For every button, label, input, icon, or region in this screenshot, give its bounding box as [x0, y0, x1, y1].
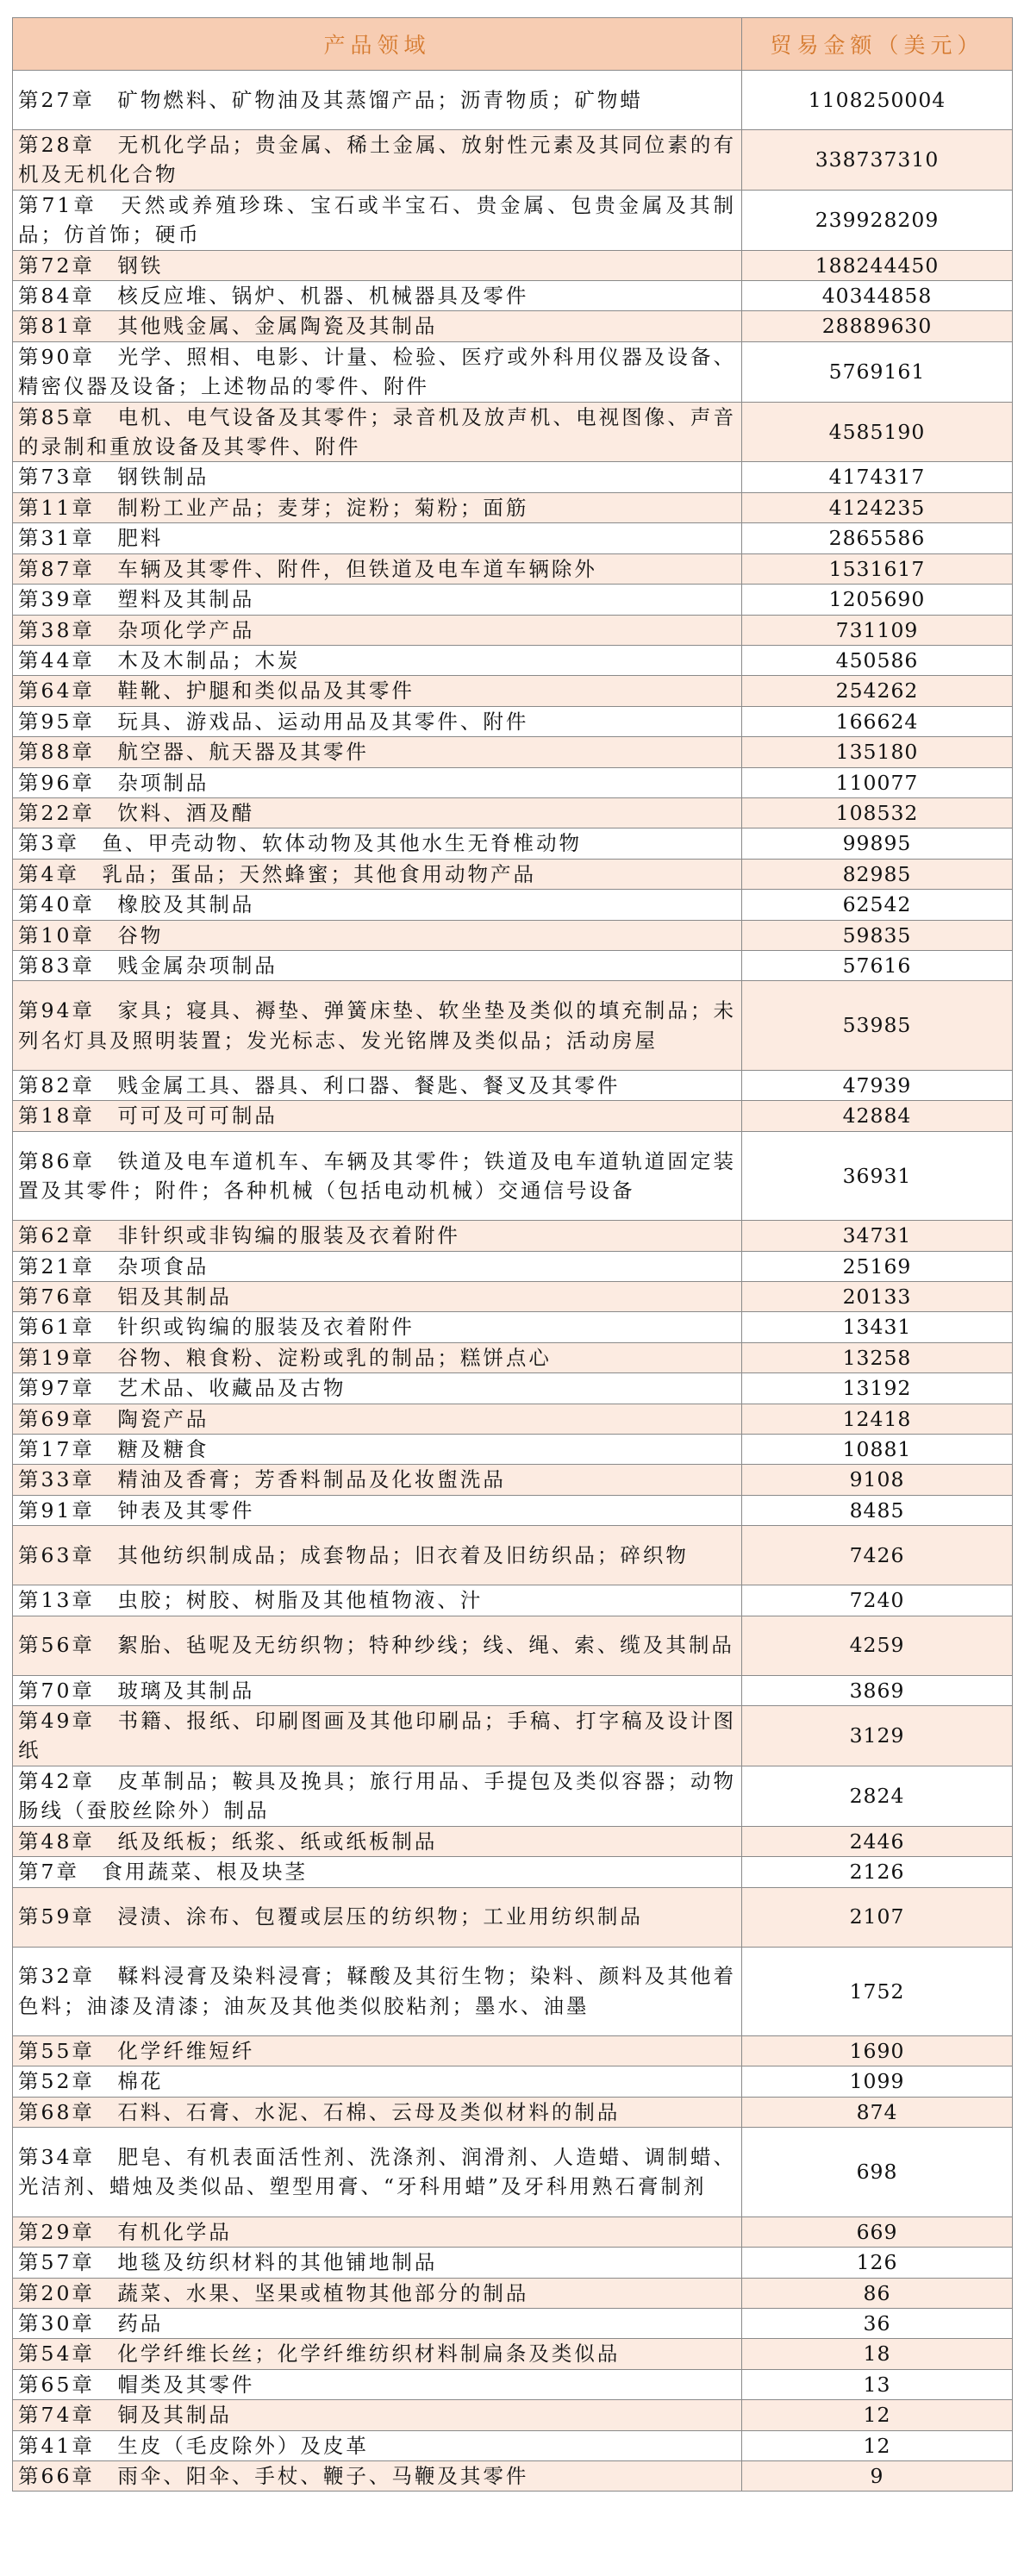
trade-amount-cell: 874 — [742, 2097, 1013, 2127]
product-field-cell: 第68章 石料、石膏、水泥、石棉、云母及类似材料的制品 — [13, 2097, 742, 2127]
product-field-cell: 第34章 肥皂、有机表面活性剂、洗涤剂、润滑剂、人造蜡、调制蜡、光洁剂、蜡烛及类似品、塑型用膏、“牙科用蜡”及牙科用熟石膏制剂 — [13, 2128, 742, 2217]
product-field-cell: 第97章 艺术品、收藏品及古物 — [13, 1373, 742, 1404]
product-field-cell: 第28章 无机化学品；贵金属、稀土金属、放射性元素及其同位素的有机及无机化合物 — [13, 130, 742, 191]
table-row — [13, 1435, 1013, 1465]
trade-amount-cell: 5769161 — [742, 341, 1013, 402]
table-row — [13, 1826, 1013, 1856]
trade-amount-cell: 110077 — [742, 767, 1013, 797]
trade-amount-cell: 2126 — [742, 1857, 1013, 1887]
table-row — [13, 190, 1013, 250]
trade-amount-cell: 25169 — [742, 1251, 1013, 1281]
trade-amount-cell: 239928209 — [742, 190, 1013, 250]
table-row — [13, 2066, 1013, 2097]
table-row — [13, 130, 1013, 191]
table-row — [13, 2097, 1013, 2127]
product-field-cell: 第91章 钟表及其零件 — [13, 1495, 742, 1525]
trade-amount-cell: 47939 — [742, 1070, 1013, 1100]
trade-amount-cell: 1099 — [742, 2066, 1013, 2097]
product-field-cell: 第19章 谷物、粮食粉、淀粉或乳的制品；糕饼点心 — [13, 1342, 742, 1372]
trade-amount-cell: 59835 — [742, 920, 1013, 950]
trade-amount-cell: 135180 — [742, 737, 1013, 767]
product-field-cell: 第31章 肥料 — [13, 523, 742, 553]
trade-amount-cell: 36931 — [742, 1131, 1013, 1221]
product-field-cell: 第7章 食用蔬菜、根及块茎 — [13, 1857, 742, 1887]
product-field-cell: 第74章 铜及其制品 — [13, 2400, 742, 2430]
product-field-cell: 第62章 非针织或非钩编的服装及衣着附件 — [13, 1221, 742, 1251]
table-row — [13, 1101, 1013, 1131]
product-field-cell: 第54章 化学纤维长丝；化学纤维纺织材料制扁条及类似品 — [13, 2339, 742, 2369]
product-field-cell: 第11章 制粉工业产品；麦芽；淀粉；菊粉；面筋 — [13, 492, 742, 522]
trade-amount-cell: 1690 — [742, 2036, 1013, 2066]
product-field-cell: 第81章 其他贱金属、金属陶瓷及其制品 — [13, 311, 742, 341]
table-row — [13, 615, 1013, 645]
table-row — [13, 2036, 1013, 2066]
table-row — [13, 2460, 1013, 2491]
product-field-cell: 第27章 矿物燃料、矿物油及其蒸馏产品；沥青物质；矿物蜡 — [13, 71, 742, 130]
trade-amount-cell: 7240 — [742, 1585, 1013, 1616]
product-field-cell: 第83章 贱金属杂项制品 — [13, 950, 742, 980]
trade-amount-cell: 99895 — [742, 828, 1013, 859]
trade-amount-cell: 2107 — [742, 1887, 1013, 1947]
table-row — [13, 706, 1013, 736]
product-field-cell: 第41章 生皮（毛皮除外）及皮革 — [13, 2430, 742, 2460]
trade-amount-cell: 82985 — [742, 859, 1013, 889]
trade-amount-cell: 62542 — [742, 890, 1013, 920]
trade-amount-cell: 1205690 — [742, 585, 1013, 615]
table-row — [13, 2128, 1013, 2217]
trade-amount-cell: 12 — [742, 2430, 1013, 2460]
product-field-cell: 第95章 玩具、游戏品、运动用品及其零件、附件 — [13, 706, 742, 736]
table-row — [13, 2400, 1013, 2430]
table-row — [13, 2248, 1013, 2278]
table-row — [13, 71, 1013, 130]
trade-amount-cell: 28889630 — [742, 311, 1013, 341]
product-field-cell: 第87章 车辆及其零件、附件，但铁道及电车道车辆除外 — [13, 553, 742, 584]
product-field-cell: 第32章 鞣料浸膏及染料浸膏；鞣酸及其衍生物；染料、颜料及其他着色料；油漆及清漆；油灰及其他类似胶粘剂；墨水、油墨 — [13, 1947, 742, 2036]
trade-amount-cell: 13431 — [742, 1312, 1013, 1342]
table-row — [13, 1251, 1013, 1281]
table-row — [13, 2216, 1013, 2247]
table-row — [13, 1131, 1013, 1221]
trade-amount-cell: 18 — [742, 2339, 1013, 2369]
table-row — [13, 1282, 1013, 1312]
table-row — [13, 1887, 1013, 1947]
product-field-cell: 第57章 地毯及纺织材料的其他铺地制品 — [13, 2248, 742, 2278]
product-field-cell: 第4章 乳品；蛋品；天然蜂蜜；其他食用动物产品 — [13, 859, 742, 889]
trade-amount-cell: 34731 — [742, 1221, 1013, 1251]
trade-amount-cell: 2865586 — [742, 523, 1013, 553]
trade-amount-cell: 10881 — [742, 1435, 1013, 1465]
table-row — [13, 645, 1013, 675]
product-field-cell: 第90章 光学、照相、电影、计量、检验、医疗或外科用仪器及设备、精密仪器及设备；上述物品的零件、附件 — [13, 341, 742, 402]
table-row — [13, 402, 1013, 462]
table-row — [13, 950, 1013, 980]
table-row — [13, 1616, 1013, 1675]
table-row — [13, 311, 1013, 341]
product-field-cell: 第33章 精油及香膏；芳香料制品及化妆盥洗品 — [13, 1465, 742, 1495]
product-field-cell: 第21章 杂项食品 — [13, 1251, 742, 1281]
trade-table — [12, 17, 1013, 2492]
table-row — [13, 2430, 1013, 2460]
header-product-field: 产品领域 — [13, 18, 742, 71]
trade-amount-cell: 13 — [742, 2369, 1013, 2399]
product-field-cell: 第69章 陶瓷产品 — [13, 1404, 742, 1434]
table-row — [13, 2369, 1013, 2399]
trade-amount-cell: 86 — [742, 2278, 1013, 2308]
product-field-cell: 第30章 药品 — [13, 2308, 742, 2338]
trade-amount-cell: 2824 — [742, 1766, 1013, 1826]
table-row — [13, 281, 1013, 311]
product-field-cell: 第72章 钢铁 — [13, 250, 742, 280]
trade-amount-cell: 12418 — [742, 1404, 1013, 1434]
product-field-cell: 第76章 铝及其制品 — [13, 1282, 742, 1312]
table-row — [13, 676, 1013, 706]
product-field-cell: 第94章 家具；寝具、褥垫、弹簧床垫、软坐垫及类似的填充制品；未列名灯具及照明装置；发光标志、发光铭牌及类似品；活动房屋 — [13, 981, 742, 1071]
trade-amount-cell: 40344858 — [742, 281, 1013, 311]
table-row — [13, 585, 1013, 615]
trade-amount-cell: 36 — [742, 2308, 1013, 2338]
table-row — [13, 1465, 1013, 1495]
product-field-cell: 第85章 电机、电气设备及其零件；录音机及放声机、电视图像、声音的录制和重放设备及其零件、附件 — [13, 402, 742, 462]
product-field-cell: 第55章 化学纤维短纤 — [13, 2036, 742, 2066]
product-field-cell: 第70章 玻璃及其制品 — [13, 1675, 742, 1705]
table-row — [13, 1404, 1013, 1434]
trade-amount-cell: 53985 — [742, 981, 1013, 1071]
table-row — [13, 462, 1013, 492]
table-row — [13, 981, 1013, 1071]
product-field-cell: 第96章 杂项制品 — [13, 767, 742, 797]
product-field-cell: 第29章 有机化学品 — [13, 2216, 742, 2247]
trade-amount-cell: 4585190 — [742, 402, 1013, 462]
trade-amount-cell: 4124235 — [742, 492, 1013, 522]
product-field-cell: 第59章 浸渍、涂布、包覆或层压的纺织物；工业用纺织制品 — [13, 1887, 742, 1947]
trade-table-container — [12, 17, 1012, 2492]
product-field-cell: 第39章 塑料及其制品 — [13, 585, 742, 615]
table-row — [13, 890, 1013, 920]
table-header-row — [13, 18, 1013, 71]
trade-amount-cell: 1752 — [742, 1947, 1013, 2036]
trade-amount-cell: 7426 — [742, 1526, 1013, 1585]
table-row — [13, 523, 1013, 553]
product-field-cell: 第56章 絮胎、毡呢及无纺织物；特种纱线；线、绳、索、缆及其制品 — [13, 1616, 742, 1675]
product-field-cell: 第71章 天然或养殖珍珠、宝石或半宝石、贵金属、包贵金属及其制品；仿首饰；硬币 — [13, 190, 742, 250]
product-field-cell: 第22章 饮料、酒及醋 — [13, 797, 742, 828]
table-row — [13, 1585, 1013, 1616]
table-row — [13, 1675, 1013, 1705]
product-field-cell: 第20章 蔬菜、水果、坚果或植物其他部分的制品 — [13, 2278, 742, 2308]
product-field-cell: 第66章 雨伞、阳伞、手杖、鞭子、马鞭及其零件 — [13, 2460, 742, 2491]
product-field-cell: 第84章 核反应堆、锅炉、机器、机械器具及零件 — [13, 281, 742, 311]
trade-amount-cell: 3869 — [742, 1675, 1013, 1705]
product-field-cell: 第38章 杂项化学产品 — [13, 615, 742, 645]
trade-amount-cell: 108532 — [742, 797, 1013, 828]
table-row — [13, 859, 1013, 889]
table-row — [13, 1342, 1013, 1372]
table-row — [13, 341, 1013, 402]
trade-amount-cell: 4259 — [742, 1616, 1013, 1675]
header-trade-amount: 贸易金额（美元） — [742, 18, 1013, 71]
trade-amount-cell: 9 — [742, 2460, 1013, 2491]
trade-amount-cell: 1531617 — [742, 553, 1013, 584]
product-field-cell: 第48章 纸及纸板；纸浆、纸或纸板制品 — [13, 1826, 742, 1856]
table-row — [13, 2308, 1013, 2338]
table-row — [13, 920, 1013, 950]
trade-amount-cell: 254262 — [742, 676, 1013, 706]
trade-amount-cell: 13192 — [742, 1373, 1013, 1404]
table-row — [13, 737, 1013, 767]
table-row — [13, 1070, 1013, 1100]
product-field-cell: 第3章 鱼、甲壳动物、软体动物及其他水生无脊椎动物 — [13, 828, 742, 859]
table-row — [13, 797, 1013, 828]
table-body — [13, 71, 1013, 2492]
table-row — [13, 1495, 1013, 1525]
trade-amount-cell: 9108 — [742, 1465, 1013, 1495]
table-row — [13, 828, 1013, 859]
table-row — [13, 1766, 1013, 1826]
table-row — [13, 1857, 1013, 1887]
product-field-cell: 第44章 木及木制品；木炭 — [13, 645, 742, 675]
trade-amount-cell: 166624 — [742, 706, 1013, 736]
table-row — [13, 1221, 1013, 1251]
trade-amount-cell: 2446 — [742, 1826, 1013, 1856]
trade-amount-cell: 188244450 — [742, 250, 1013, 280]
product-field-cell: 第52章 棉花 — [13, 2066, 742, 2097]
product-field-cell: 第73章 钢铁制品 — [13, 462, 742, 492]
trade-amount-cell: 4174317 — [742, 462, 1013, 492]
product-field-cell: 第88章 航空器、航天器及其零件 — [13, 737, 742, 767]
product-field-cell: 第18章 可可及可可制品 — [13, 1101, 742, 1131]
table-row — [13, 492, 1013, 522]
trade-amount-cell: 8485 — [742, 1495, 1013, 1525]
table-row — [13, 2278, 1013, 2308]
trade-amount-cell: 669 — [742, 2216, 1013, 2247]
trade-amount-cell: 1108250004 — [742, 71, 1013, 130]
table-row — [13, 1373, 1013, 1404]
trade-amount-cell: 698 — [742, 2128, 1013, 2217]
trade-amount-cell: 450586 — [742, 645, 1013, 675]
trade-amount-cell: 126 — [742, 2248, 1013, 2278]
product-field-cell: 第49章 书籍、报纸、印刷图画及其他印刷品；手稿、打字稿及设计图纸 — [13, 1706, 742, 1766]
trade-amount-cell: 731109 — [742, 615, 1013, 645]
trade-amount-cell: 57616 — [742, 950, 1013, 980]
table-row — [13, 1947, 1013, 2036]
product-field-cell: 第65章 帽类及其零件 — [13, 2369, 742, 2399]
product-field-cell: 第86章 铁道及电车道机车、车辆及其零件；铁道及电车道轨道固定装置及其零件；附件；各种机械（包括电动机械）交通信号设备 — [13, 1131, 742, 1221]
trade-amount-cell: 12 — [742, 2400, 1013, 2430]
table-row — [13, 1526, 1013, 1585]
trade-amount-cell: 338737310 — [742, 130, 1013, 191]
trade-amount-cell: 20133 — [742, 1282, 1013, 1312]
table-row — [13, 2339, 1013, 2369]
trade-amount-cell: 3129 — [742, 1706, 1013, 1766]
trade-amount-cell: 42884 — [742, 1101, 1013, 1131]
table-row — [13, 1312, 1013, 1342]
product-field-cell: 第40章 橡胶及其制品 — [13, 890, 742, 920]
product-field-cell: 第61章 针织或钩编的服装及衣着附件 — [13, 1312, 742, 1342]
table-row — [13, 1706, 1013, 1766]
table-row — [13, 767, 1013, 797]
product-field-cell: 第10章 谷物 — [13, 920, 742, 950]
product-field-cell: 第64章 鞋靴、护腿和类似品及其零件 — [13, 676, 742, 706]
product-field-cell: 第63章 其他纺织制成品；成套物品；旧衣着及旧纺织品；碎织物 — [13, 1526, 742, 1585]
table-row — [13, 553, 1013, 584]
product-field-cell: 第17章 糖及糖食 — [13, 1435, 742, 1465]
product-field-cell: 第42章 皮革制品；鞍具及挽具；旅行用品、手提包及类似容器；动物肠线（蚕胶丝除外）制品 — [13, 1766, 742, 1826]
table-row — [13, 250, 1013, 280]
product-field-cell: 第13章 虫胶；树胶、树脂及其他植物液、汁 — [13, 1585, 742, 1616]
trade-amount-cell: 13258 — [742, 1342, 1013, 1372]
product-field-cell: 第82章 贱金属工具、器具、利口器、餐匙、餐叉及其零件 — [13, 1070, 742, 1100]
